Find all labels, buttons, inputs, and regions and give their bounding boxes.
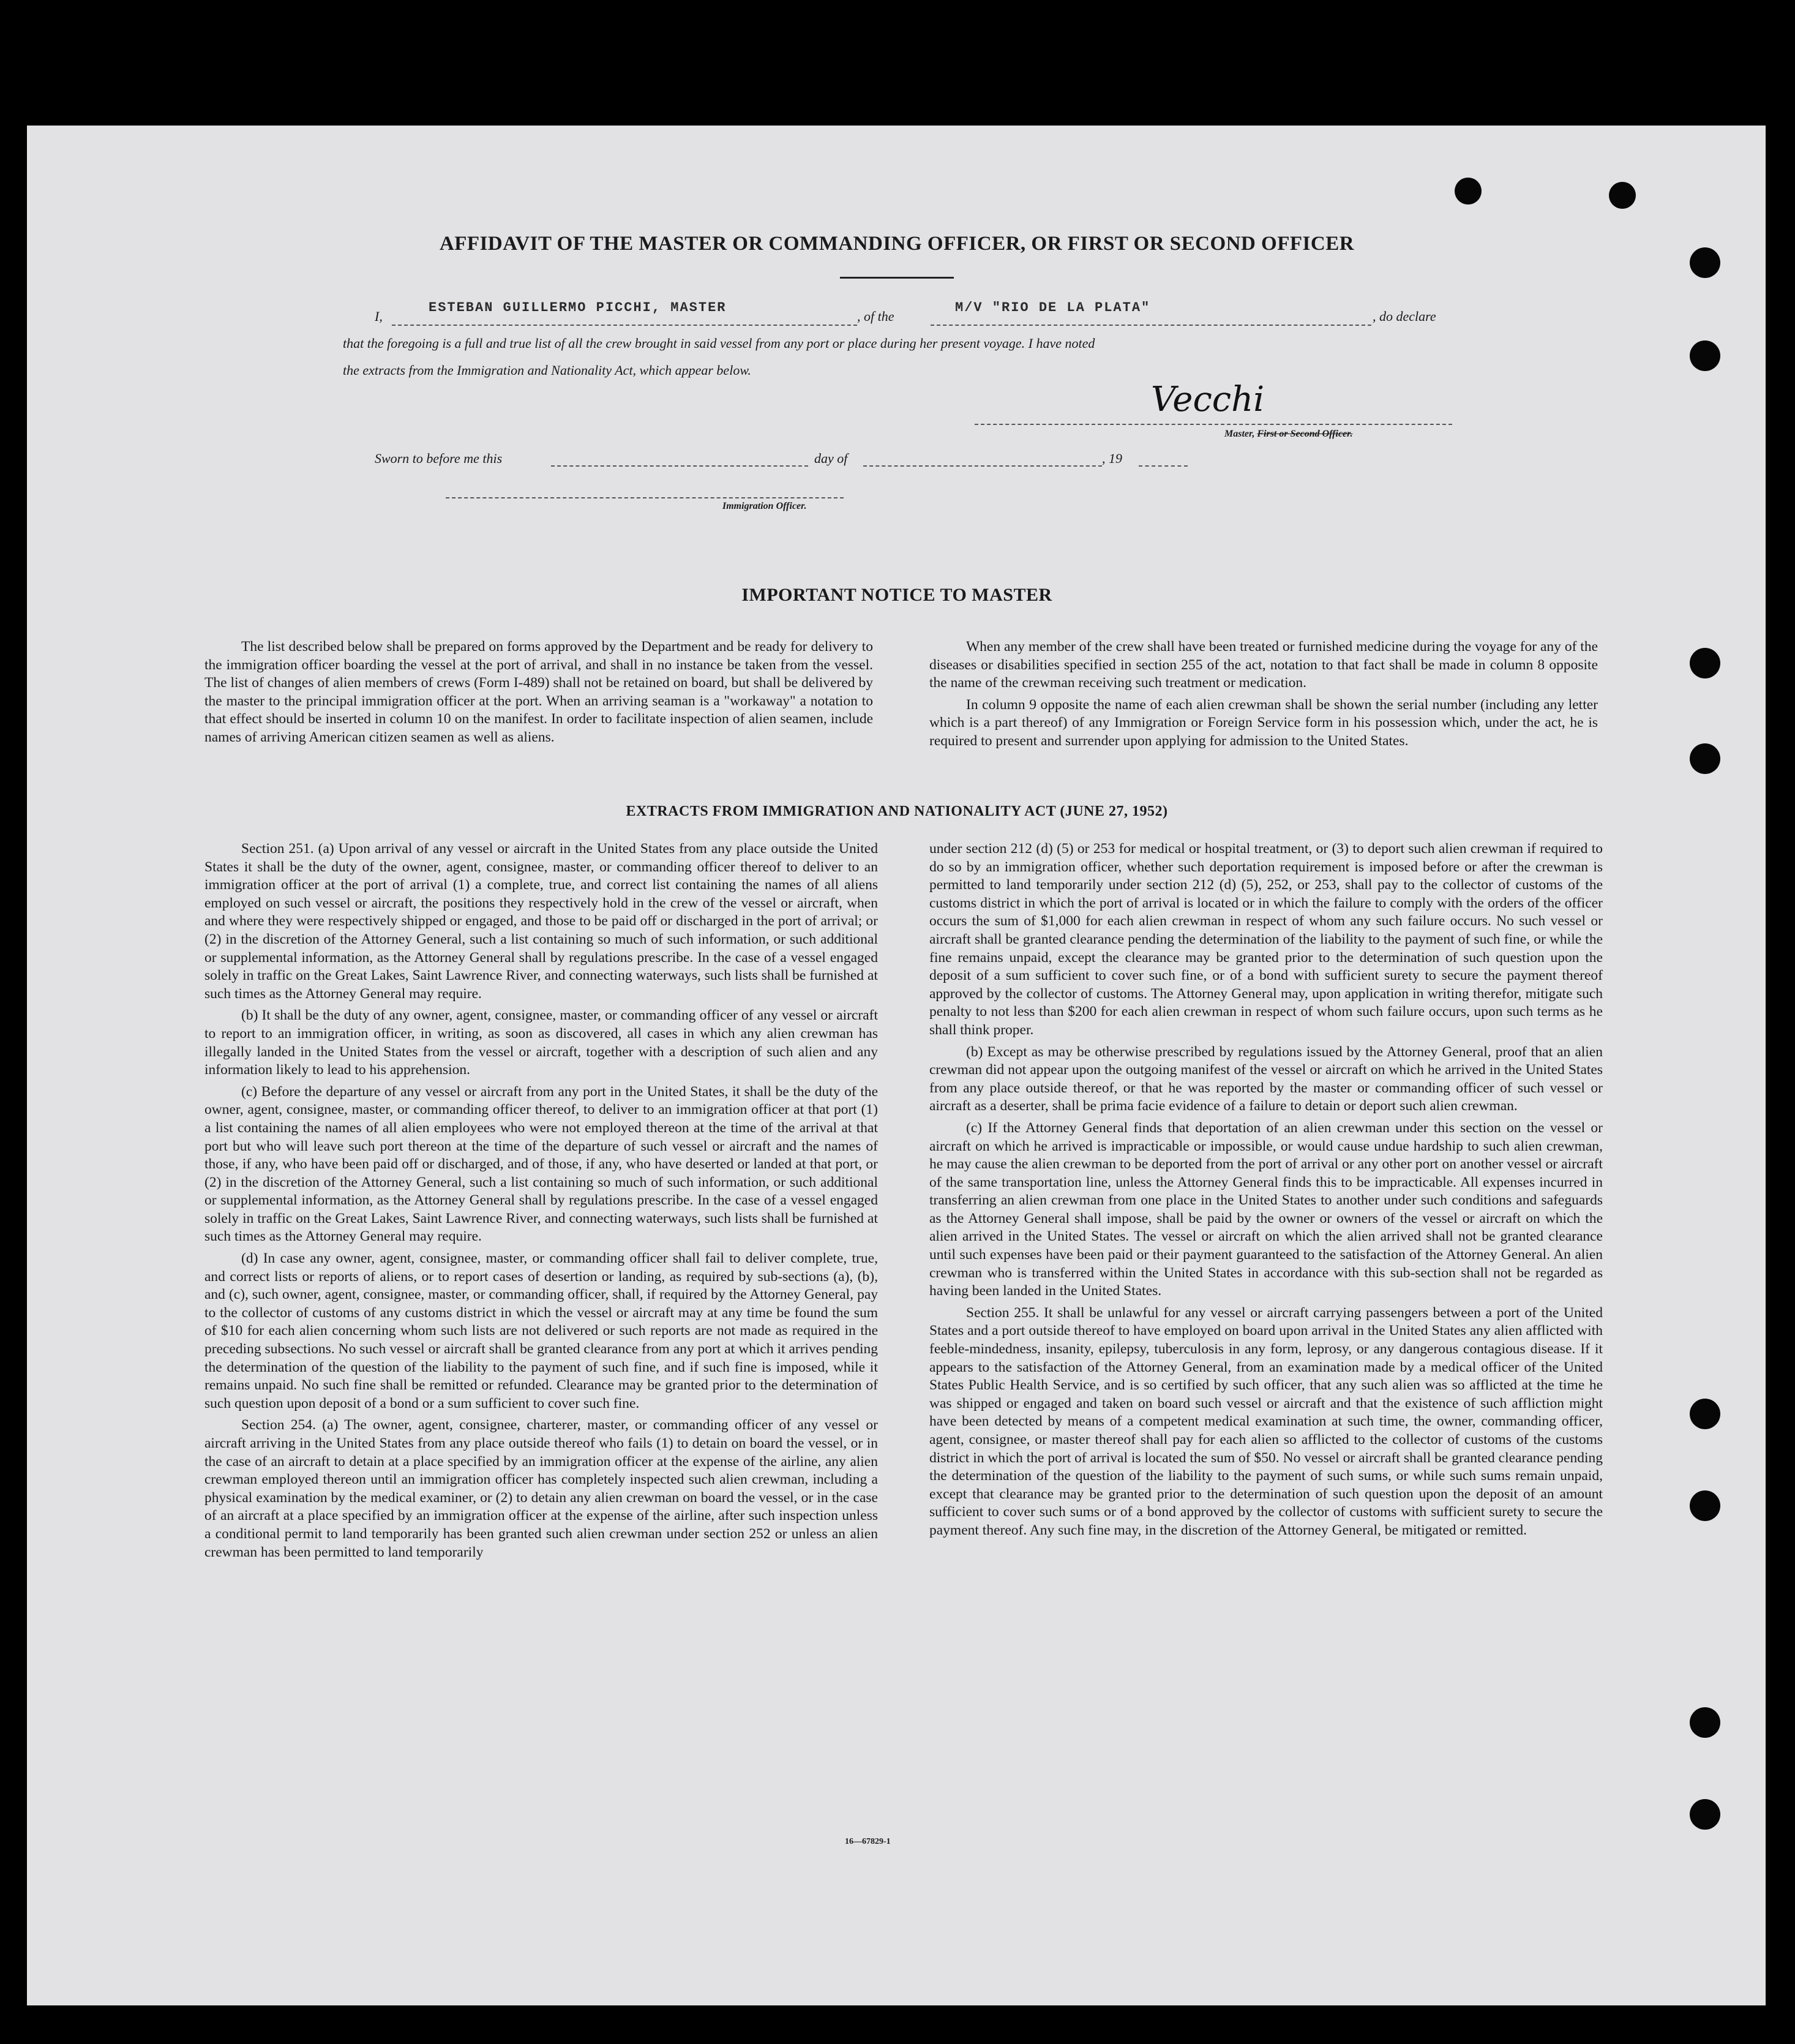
signature-line bbox=[975, 423, 1452, 425]
immigration-officer-caption: Immigration Officer. bbox=[722, 501, 807, 511]
form-number: 16—67829-1 bbox=[845, 1837, 891, 1846]
year-label: , 19 bbox=[1102, 451, 1122, 466]
notice-title: IMPORTANT NOTICE TO MASTER bbox=[741, 585, 1052, 605]
do-declare-label: , do declare bbox=[1373, 309, 1436, 324]
declaration-line-2: that the foregoing is a full and true list of all the crew brought in said vessel from any port or place during her present voyage. I have noted bbox=[343, 336, 1095, 351]
name-field-line bbox=[392, 323, 857, 326]
title-rule bbox=[840, 277, 954, 279]
signature-caption bbox=[1224, 429, 1353, 440]
punch-hole bbox=[1690, 1399, 1720, 1429]
immigration-officer-line bbox=[446, 496, 844, 498]
signature-caption-master: Master, bbox=[1224, 429, 1255, 439]
punch-hole bbox=[1690, 743, 1720, 774]
of-the-label: , of the bbox=[857, 309, 894, 324]
affidavit-title: AFFIDAVIT OF THE MASTER OR COMMANDING OFFICER, OR FIRST OR SECOND OFFICER bbox=[439, 233, 1355, 255]
extract-section-255: Section 255. It shall be unlawful for any vessel or aircraft carrying passengers between a port of the United States and a port outside thereof to have employed on board upon arrival in the United States any alien afflicted with feeble-mindedness, insanity, epilepsy, tuberculosis in any form, leprosy, or any dangerous contagious disease. If it appears to the satisfaction of the Attorney General, from an examination made by a medical officer of the United States Public Health Service, and is so certified by such officer, that any such alien was so afflicted at the time he was shipped or engaged and taken on board such vessel or aircraft and that the existence of such affliction might have been detected by means of a competent medical examination at such time, the owner, commanding officer, agent, consignee, or master thereof shall pay for each alien so afflicted to the collector of customs of the customs district in which the port of arrival is located the sum of $50. No vessel or aircraft shall be granted clearance pending the determination of the question of the liability to the payment of such sums, or while such sums remain unpaid, except that clearance may be granted prior to the determination of such question upon the deposit of an amount sufficient to cover such sums or of a bond approved by the collector of customs with sufficient surety to secure the payment thereof. Any such fine may, in the discretion of the Attorney General, be mitigated or remitted. bbox=[929, 1304, 1603, 1538]
i-label: I, bbox=[375, 309, 383, 324]
punch-hole bbox=[1690, 247, 1720, 278]
day-of-label: day of bbox=[814, 451, 848, 466]
punch-hole bbox=[1690, 1799, 1720, 1830]
vessel-name-value: M/V "RIO DE LA PLATA" bbox=[955, 300, 1151, 315]
notice-right-paragraph-2: In column 9 opposite the name of each alien crewman shall be shown the serial number (including any letter which is a part thereof) of any Immigration or Foreign Service form in his possession which, under the act, he is required to present and surrender upon applying for admission to the United States. bbox=[929, 696, 1598, 749]
master-name-value: ESTEBAN GUILLERMO PICCHI, MASTER bbox=[429, 300, 727, 315]
punch-hole bbox=[1690, 1707, 1720, 1738]
extract-section-251c: (c) Before the departure of any vessel or aircraft from any port in the United States, it shall be the duty of the owner, agent, consignee, master, or commanding officer thereof, to deliver to an immigration officer at that port (1) a list containing the names of all alien employees who were not employed thereon at the time of the arrival at that port but who will leave such port thereon at the time of the departure of such vessel or aircraft and the names of those, if any, who have been paid off or discharged, and of those, if any, who have deserted or landed at that port, or (2) in the discretion of the Attorney General, such a list containing so much of such information, or such additional or supplemental information, as the Attorney General shall by regulations prescribe. In the case of a vessel engaged solely in traffic on the Great Lakes, Saint Lawrence River, and connecting waterways, such lists shall be furnished at such times as the Attorney General may require. bbox=[204, 1083, 878, 1245]
vessel-field-line bbox=[931, 323, 1371, 326]
signature-caption-struck: First or Second Officer. bbox=[1257, 429, 1353, 439]
extract-section-254c: (c) If the Attorney General finds that deportation of an alien crewman under this section on the vessel or aircraft on which he arrived is impracticable or impossible, or would cause undue hardship to such alien crewman, he may cause the alien crewman to be deported from the port of arrival or any other port on another vessel or aircraft of the same transportation line, unless the Attorney General finds this to be impracticable. All expenses incurred in transferring an alien crewman from one place in the United States to another under such conditions and safeguards as the Attorney General shall impose, shall be paid by the owner or owners of the vessel or aircraft on which the alien arrived in the United States. The vessel or aircraft on which the alien arrived shall not be granted clearance until such expenses have been paid or their payment guaranteed to the satisfaction of the Attorney General. An alien crewman who is transferred within the United States in accordance with this sub-section shall not be regarded as having been landed in the United States. bbox=[929, 1119, 1603, 1299]
extracts-right-column bbox=[929, 840, 1603, 1544]
punch-hole bbox=[1690, 340, 1720, 371]
extract-section-254a-cont: under section 212 (d) (5) or 253 for medical or hospital treatment, or (3) to deport such alien crewman if required to do so by an immigration officer, whether such deportation requirement is imposed before or after the crewman is permitted to land temporarily under section 212 (d) (5), 252, or 253, shall pay to the collector of customs of the customs district in which the port of arrival is located or in which the failure to comply with the orders of the officer occurs the sum of $1,000 for each alien crewman in respect of whom any such failure occurs. No such vessel or aircraft shall be granted clearance pending the determination of the liability to the payment of such fine, or while the fine remains unpaid, except the clearance may be granted prior to the determination of such question upon the deposit of a sum sufficient to cover such fine, or of a bond with sufficient surety to secure the payment thereof approved by the collector of customs. The Attorney General may, upon application in writing therefor, mitigate such penalty to not less than $200 for each alien crewman in respect of whom such failure occurs, upon such terms as he shall think proper. bbox=[929, 841, 1603, 1038]
extract-section-251a: Section 251. (a) Upon arrival of any vessel or aircraft in the United States from any place outside the United States it shall be the duty of the owner, agent, consignee, master, or commanding officer thereof to deliver to an immigration officer at the port of arrival (1) a complete, true, and correct list containing the names of all aliens employed on such vessel or aircraft, the positions they respectively hold in the crew of the vessel or aircraft, when and where they were respectively shipped or engaged, and those to be paid off or discharged in the port of arrival; or (2) in the discretion of the Attorney General, such a list containing so much of such information, or such additional or supplemental information, as the Attorney General shall by regulations prescribe. In the case of a vessel engaged solely in traffic on the Great Lakes, Saint Lawrence River, and connecting waterways, such lists shall be furnished at such times as the Attorney General may require. bbox=[204, 841, 878, 1002]
punch-hole bbox=[1609, 182, 1636, 209]
notice-left-paragraph: The list described below shall be prepared on forms approved by the Department and be ready for delivery to the immigration officer boarding the vessel at the port of arrival, and shall in no instance be taken from the vessel. The list of changes of alien members of crews (Form I-489) shall not be retained on board, but shall be delivered by the master to the principal immigration officer at the port. When an arriving seaman is a "workaway" a notation to that effect should be inserted in column 10 on the manifest. In order to facilitate inspection of alien seamen, include names of arriving American citizen seamen as well as aliens. bbox=[204, 639, 873, 745]
extract-section-254a: Section 254. (a) The owner, agent, consignee, charterer, master, or commanding officer of any vessel or aircraft arriving in the United States from any place outside thereof who fails (1) to detain on board the vessel, or in the case of an aircraft to detain at a place specified by an immigration officer at the expense of the airline, any alien crewman employed thereon until an immigration officer has completely inspected such alien crewman, including a physical examination by the medical examiner, or (2) to detain any alien crewman on board the vessel, or in the case of an aircraft at a place specified by an immigration officer at the expense of the airline, after such inspection unless a conditional permit to land temporarily has been granted such alien crewman under section 252 or unless an alien crewman has been permitted to land temporarily bbox=[204, 1417, 878, 1560]
punch-hole bbox=[1690, 1490, 1720, 1521]
sworn-year-field bbox=[1139, 464, 1188, 467]
extract-section-254b: (b) Except as may be otherwise prescribed by regulations issued by the Attorney General, proof that an alien crewman did not appear upon the outgoing manifest of the vessel or aircraft on which he arrived in the United States from any place outside thereof, or that he was reported by the master or commanding officer of such vessel or aircraft as a deserter, shall be prima facie evidence of a failure to detain or deport such alien crewman. bbox=[929, 1043, 1603, 1114]
notice-right-column bbox=[929, 638, 1598, 754]
punch-hole bbox=[1455, 178, 1482, 205]
extracts-title: EXTRACTS FROM IMMIGRATION AND NATIONALITY ACT (JUNE 27, 1952) bbox=[626, 803, 1168, 819]
extracts-left-column bbox=[204, 840, 878, 1565]
sworn-label: Sworn to before me this bbox=[375, 451, 503, 466]
extract-section-251b: (b) It shall be the duty of any owner, agent, consignee, master, or commanding officer of any vessel or aircraft to report to an immigration officer, in writing, as soon as discovered, all cases in which any alien crewman has illegally landed in the United States from the vessel or aircraft, together with a description of such alien and any information likely to lead to his apprehension. bbox=[204, 1007, 878, 1078]
sworn-month-field bbox=[863, 464, 1102, 467]
master-signature: Vecchi bbox=[1151, 380, 1265, 419]
punch-hole bbox=[1690, 648, 1720, 678]
notice-left-column bbox=[204, 638, 873, 751]
notice-right-paragraph-1: When any member of the crew shall have been treated or furnished medicine during the voyage for any of the diseases or disabilities specified in section 255 of the act, notation to that fact shall be made in column 8 opposite the name of the crewman receiving such treatment or medication. bbox=[929, 639, 1598, 691]
extract-section-251d: (d) In case any owner, agent, consignee, master, or commanding officer shall fail to deliver complete, true, and correct lists or reports of aliens, or to report cases of desertion or landing, as required by sub-sections (a), (b), and (c), such owner, agent, consignee, master, or commanding officer, shall, if required by the Attorney General, pay to the collector of customs of any customs district in which the vessel or aircraft may at any time be found the sum of $10 for each alien concerning whom such lists are not delivered or such reports are not made as required in the preceding subsections. No such vessel or aircraft shall be granted clearance from any port at which it arrives pending the determination of the question of the liability to the payment of such fine, and if such fine is imposed, while it remains unpaid. No such fine shall be remitted or refunded. Clearance may be granted prior to the determination of such question upon deposit of a bond or a sum sufficient to cover such fine. bbox=[204, 1250, 878, 1411]
declaration-line-3: the extracts from the Immigration and Nationality Act, which appear below. bbox=[343, 363, 751, 378]
sworn-day-field bbox=[551, 464, 808, 467]
